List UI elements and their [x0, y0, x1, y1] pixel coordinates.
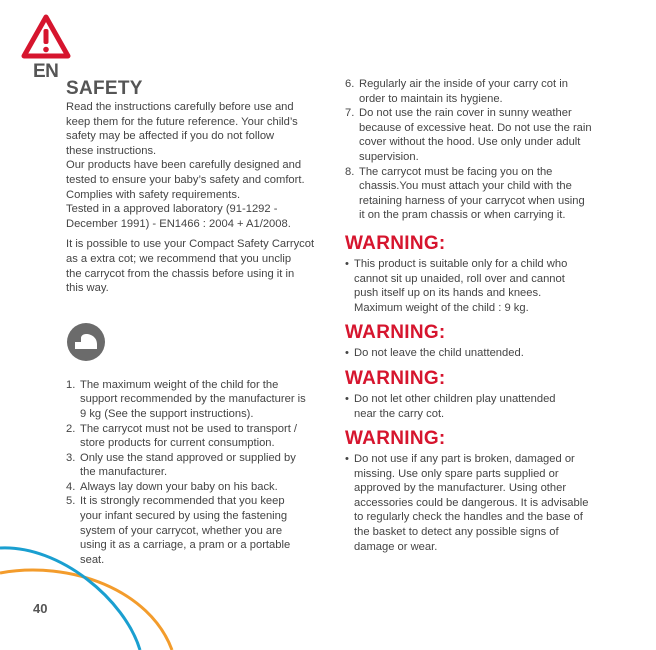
warning-text: • Do not use if any part is broken, damaged or missing. Use only spare parts supplied or approved by the manufacturer. Using other accessories could be dangerous. It is advisable to regularly check the handles and the base of the basket to detect any possible signs of damage or wear. — [345, 453, 589, 553]
warning-heading: WARNING: — [345, 322, 446, 344]
intro-line: tested to ensure your baby’s safety and comfort. — [66, 173, 305, 186]
intro-line: Tested in a approved laboratory (91-1292 - — [66, 203, 278, 216]
warning-text: • This product is suitable only for a child who cannot sit up unaided, roll over and cannot push itself up on its hands and knees. Maximum weight of the child : 9 kg. — [345, 257, 568, 314]
extra-cot-paragraph — [66, 237, 328, 295]
list-item: 7. Do not use the rain cover in sunny weather because of excessive heat. Do not use the rain cover without the hood. Use only under adult supervision. — [345, 107, 592, 163]
intro-line: keep them for the future reference. Your child’s — [66, 115, 298, 128]
page-number: 40 — [33, 601, 48, 616]
intro-paragraph — [66, 100, 328, 231]
language-code: EN — [33, 61, 59, 82]
safety-list-right — [345, 77, 607, 223]
list-item: 3. Only use the stand approved or supplied by the manufacturer. — [66, 451, 296, 479]
list-item: 2. The carrycot must not be used to transport / store products for current consumption. — [66, 422, 298, 450]
intro-line: December 1991) - EN1466 : 2004 + A1/2008. — [66, 217, 291, 230]
intro-line: Read the instructions carefully before use and — [66, 101, 294, 113]
safety-list-left — [66, 378, 328, 568]
intro-line: these instructions. — [66, 144, 157, 157]
warning-triangle-icon — [21, 14, 71, 60]
paragraph-line: as a extra cot; we recommend that you unclip — [66, 252, 292, 265]
list-item: 6. Regularly air the inside of your carry cot in order to maintain its hygiene. — [345, 78, 568, 105]
intro-line: safety may be affected if you do not follow — [66, 130, 275, 143]
right-column — [345, 77, 607, 554]
folded-carrycot-icon — [66, 322, 106, 362]
warning-text: • Do not let other children play unattended near the carry cot. — [345, 392, 556, 420]
intro-line: Our products have been carefully designed and — [66, 159, 302, 172]
intro-line: Complies with safety requirements. — [66, 188, 241, 201]
warning-heading: WARNING: — [345, 367, 446, 389]
left-column — [66, 78, 328, 567]
warning-heading: WARNING: — [345, 428, 446, 450]
warning-text: • Do not leave the child unattended. — [345, 347, 524, 360]
safety-title: SAFETY — [66, 78, 143, 99]
list-item: 4. Always lay down your baby on his back. — [66, 480, 278, 493]
orange-curve — [0, 570, 172, 650]
warning-heading: WARNING: — [345, 232, 446, 254]
list-item: 8. The carrycot must be facing you on the chassis.You must attach your child with the retaining harness of your carrycot when using it on the pram chassis or when carrying it. — [345, 165, 585, 222]
list-item: 5. It is strongly recommended that you keep your infant secured by using the fastening system of your carrycot, whether you are using it as a carriage, a pram or a portable seat. — [66, 495, 291, 566]
paragraph-line: the carrycot from the chassis before using it in — [66, 267, 295, 280]
list-item: 1. The maximum weight of the child for the support recommended by the manufacturer is 9 kg (See the support instructions). — [66, 378, 306, 420]
paragraph-line: this way. — [66, 282, 109, 295]
paragraph-line: It is possible to use your Compact Safety Carrycot — [66, 238, 315, 251]
